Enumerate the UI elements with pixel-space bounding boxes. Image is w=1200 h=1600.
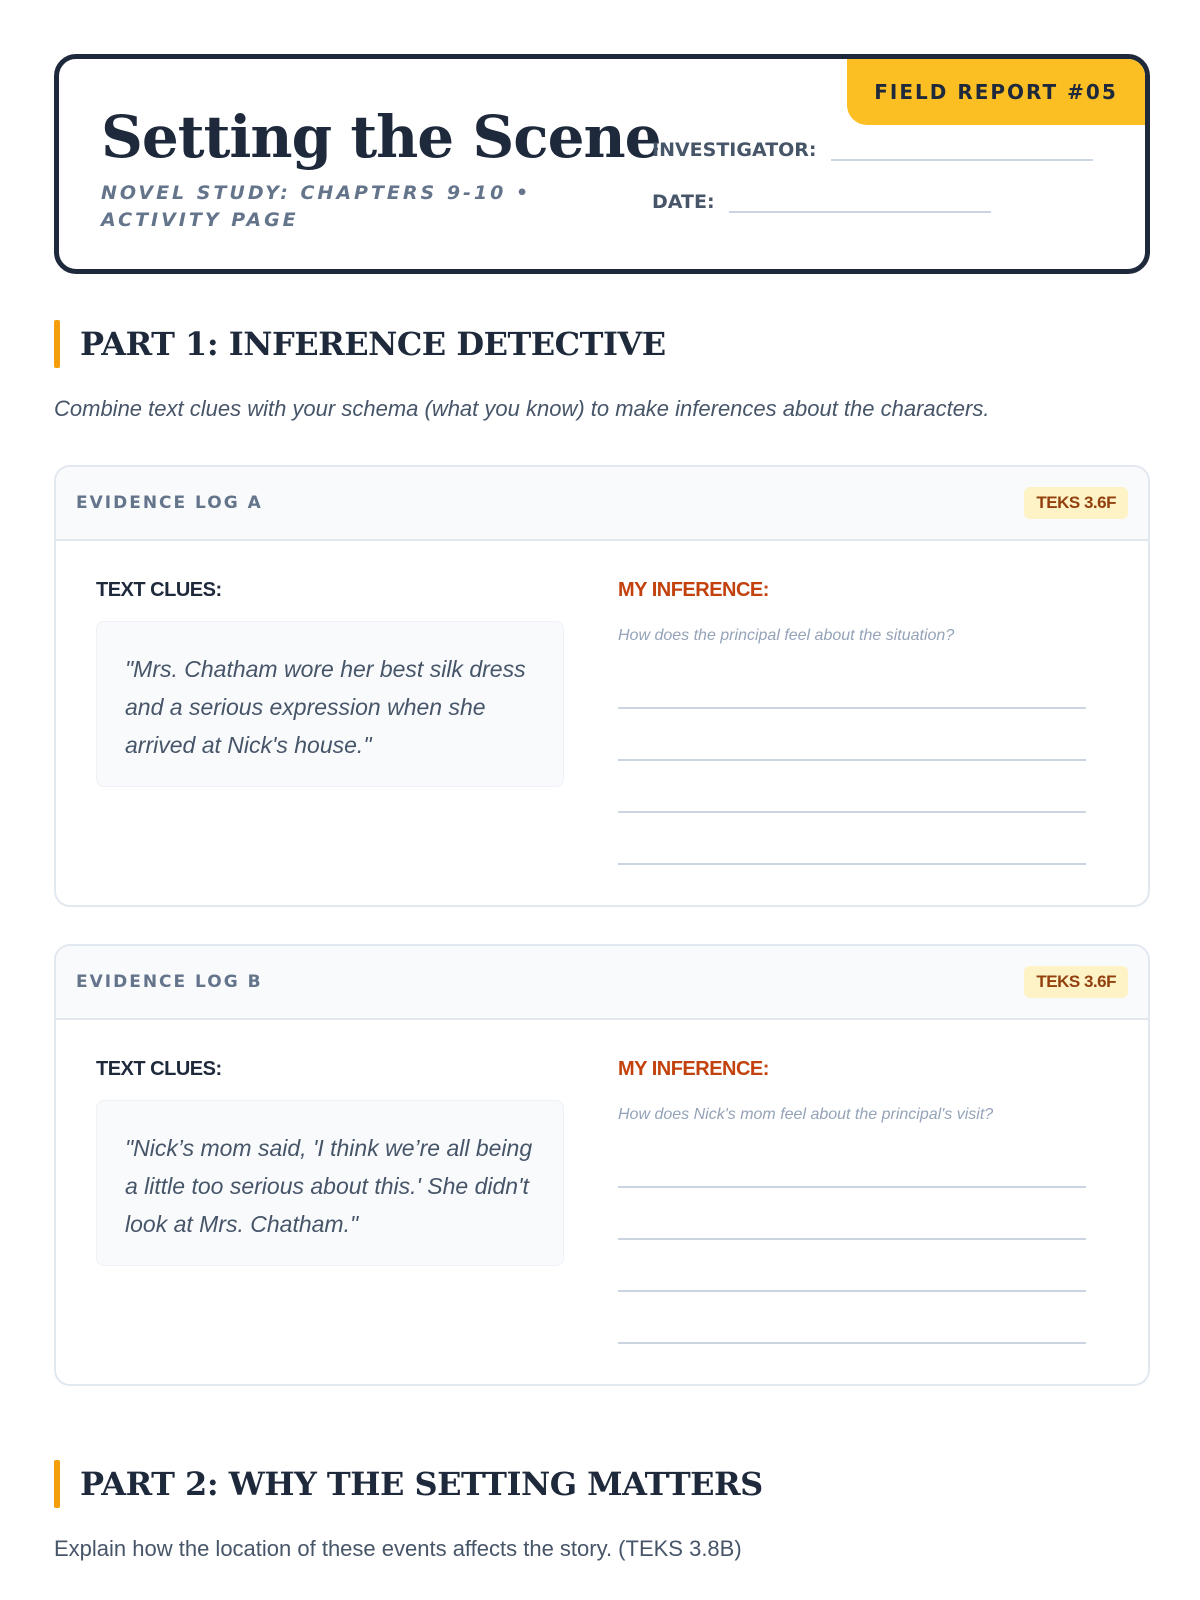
evidence-log-a xyxy=(54,465,1150,907)
page-title: Setting the Scene xyxy=(101,103,661,171)
teks-badge: TEKS 3.6F xyxy=(1024,966,1128,998)
evidence-log-title: EVIDENCE LOG B xyxy=(76,972,263,992)
investigator-field[interactable] xyxy=(831,139,1093,161)
my-inference-label: MY INFERENCE: xyxy=(618,1058,769,1080)
my-inference-label: MY INFERENCE: xyxy=(618,579,769,601)
inference-prompt: How does the principal feel about the situation? xyxy=(618,627,955,644)
evidence-log-b xyxy=(54,944,1150,1386)
part2-title: PART 2: WHY THE SETTING MATTERS xyxy=(80,1465,763,1503)
answer-line[interactable] xyxy=(618,759,1086,761)
part1-instructions: Combine text clues with your schema (what you know) to make inferences about the characters. xyxy=(54,396,990,421)
answer-line[interactable] xyxy=(618,1238,1086,1240)
part2-instructions: Explain how the location of these events affects the story. (TEKS 3.8B) xyxy=(54,1536,742,1561)
answer-line[interactable] xyxy=(618,811,1086,813)
date-field[interactable] xyxy=(729,191,991,213)
text-clue-quote: "Nick’s mom said, 'I think we’re all being a little too serious about this.' She didn't look at Mrs. Chatham." xyxy=(96,1100,564,1266)
date-label: DATE: xyxy=(652,191,715,213)
text-clues-label: TEXT CLUES: xyxy=(96,579,222,601)
part2-heading xyxy=(54,1460,763,1508)
answer-line[interactable] xyxy=(618,1342,1086,1344)
teks-badge: TEKS 3.6F xyxy=(1024,487,1128,519)
part1-heading xyxy=(54,320,666,368)
investigator-label: INVESTIGATOR: xyxy=(652,139,817,161)
part1-title: PART 1: INFERENCE DETECTIVE xyxy=(80,325,666,363)
answer-line[interactable] xyxy=(618,1186,1086,1188)
date-row xyxy=(652,191,991,213)
answer-line[interactable] xyxy=(618,863,1086,865)
answer-line[interactable] xyxy=(618,707,1086,709)
evidence-log-header xyxy=(56,946,1148,1020)
evidence-log-title: EVIDENCE LOG A xyxy=(76,493,263,513)
answer-line[interactable] xyxy=(618,1290,1086,1292)
page-subtitle: NOVEL STUDY: CHAPTERS 9-10 • ACTIVITY PAGE xyxy=(101,182,532,231)
section-accent-bar xyxy=(54,320,60,368)
investigator-row xyxy=(652,139,1093,161)
evidence-log-body xyxy=(56,541,1148,907)
report-header-card xyxy=(54,54,1150,274)
evidence-log-header xyxy=(56,467,1148,541)
inference-prompt: How does Nick's mom feel about the principal's visit? xyxy=(618,1106,994,1123)
field-report-tag: FIELD REPORT #05 xyxy=(847,59,1145,125)
text-clue-quote: "Mrs. Chatham wore her best silk dress and a serious expression when she arrived at Nick's house." xyxy=(96,621,564,787)
section-accent-bar xyxy=(54,1460,60,1508)
text-clues-label: TEXT CLUES: xyxy=(96,1058,222,1080)
evidence-log-body xyxy=(56,1020,1148,1386)
